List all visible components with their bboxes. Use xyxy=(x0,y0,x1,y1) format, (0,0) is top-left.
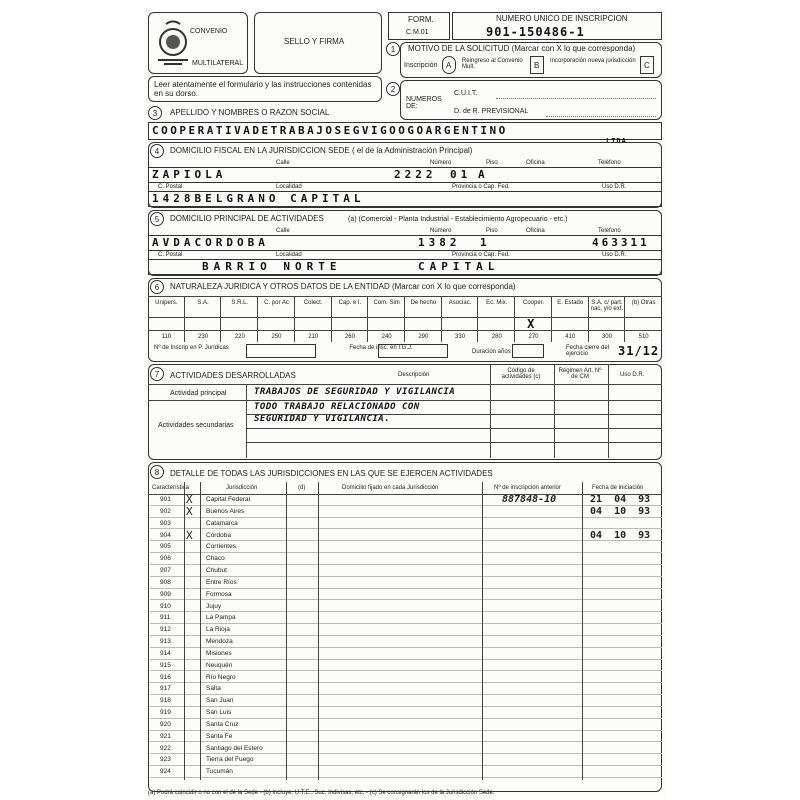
s5-provincia-value: CAPITAL xyxy=(418,260,500,273)
jurisdiction-code: 911 xyxy=(160,614,171,622)
s7-rule-a xyxy=(246,384,247,458)
s7-rule-d xyxy=(608,364,609,458)
section-2-number: 2 xyxy=(386,82,400,96)
jurisdiction-code: 915 xyxy=(160,661,171,669)
s8-col-caracteristica: Característica xyxy=(152,485,190,491)
jurisdiction-row[interactable] xyxy=(150,766,662,778)
option-a-checkbox[interactable] xyxy=(442,56,456,74)
form-code: C.M.01 xyxy=(406,29,429,36)
razon-social-suffix: LTDA xyxy=(606,137,627,145)
legal-form-label: C. por Ac xyxy=(264,300,289,306)
legal-form-col xyxy=(368,296,405,342)
jurisdiction-name: Misiones xyxy=(206,649,232,657)
s8-col-jurisdiccion: Jurisdicción xyxy=(226,485,258,491)
s6-duracion-label: Duración años xyxy=(472,349,511,355)
legal-form-label: S.A. xyxy=(197,300,209,306)
jurisdiction-name: Río Negro xyxy=(206,673,236,681)
jurisdiction-code: 904 xyxy=(160,531,171,539)
s8-rule-e xyxy=(482,482,483,780)
s5-numero-label: Número xyxy=(430,228,452,234)
jurisdiction-row[interactable] xyxy=(150,636,662,648)
s4-telefono-label: Teléfono xyxy=(598,160,621,166)
s7-line-3 xyxy=(246,442,662,443)
legal-form-label: Ec. Mix. xyxy=(486,300,508,306)
legal-form-checkbox[interactable] xyxy=(515,317,551,331)
option-b-checkbox[interactable] xyxy=(530,56,544,74)
jurisdiction-name: La Pampa xyxy=(206,614,236,622)
legal-form-label: De hecho xyxy=(410,300,437,306)
option-c-checkbox[interactable] xyxy=(640,56,654,74)
s7-line-1 xyxy=(246,414,662,415)
s7-rule-c xyxy=(554,364,555,458)
s6-inscrip-label: Nº de Inscrip en P. Jurídicas xyxy=(154,345,229,351)
jurisdiction-row[interactable] xyxy=(150,541,662,553)
jurisdiction-name: Chaco xyxy=(206,555,225,563)
section-3-number: 3 xyxy=(148,106,162,120)
legal-form-checkbox[interactable] xyxy=(405,317,441,331)
jurisdiction-code: 902 xyxy=(160,507,171,515)
legal-form-checkbox[interactable] xyxy=(368,317,404,331)
legal-form-label: Com. Sim xyxy=(373,300,400,306)
form-label: FORM. xyxy=(408,15,434,24)
legal-form-checkbox[interactable] xyxy=(625,317,661,331)
s5-calle-value: AVDACORDOBA xyxy=(152,236,269,249)
s5-uso-label: Uso D.R. xyxy=(602,252,627,258)
option-a-label: Inscripción xyxy=(404,62,438,69)
s4-cp-localidad-value: 1428BELGRANO CAPITAL xyxy=(152,192,365,205)
s6-fecha-igj-field[interactable] xyxy=(378,344,448,358)
jurisdiction-row[interactable] xyxy=(150,719,662,731)
legal-form-code: 250 xyxy=(271,334,282,340)
jurisdiction-mark: X xyxy=(186,493,193,506)
jurisdiction-row[interactable] xyxy=(150,530,662,542)
s5-localidad-label: Localidad xyxy=(276,252,302,258)
legal-form-code: 110 xyxy=(161,334,172,340)
jurisdiction-row[interactable] xyxy=(150,624,662,636)
jurisdiction-row[interactable] xyxy=(150,494,662,506)
s7-desc-label: Descripción xyxy=(398,372,430,378)
jurisdiction-mark: X xyxy=(186,504,193,518)
s7-principal-value[interactable]: TRABAJOS DE SEGURIDAD Y VIGILANCIA xyxy=(254,387,456,397)
prevision-label: D. de R. PREVISIONAL xyxy=(454,108,529,115)
option-c-code: C xyxy=(644,61,650,70)
s5-provincia-label: Provincia o Cap. Fed. xyxy=(452,252,510,258)
legal-form-code: 240 xyxy=(381,334,392,340)
jurisdiction-row[interactable] xyxy=(150,743,662,755)
s7-regimen-label: Régimen Art. Nº de CM xyxy=(558,368,602,380)
section-1-number: 1 xyxy=(386,42,400,56)
jurisdiction-code: 909 xyxy=(160,590,171,598)
legal-form-col xyxy=(148,296,185,342)
s8-col-inscripcion: Nº de inscripción anterior xyxy=(494,485,561,491)
jurisdiction-row[interactable] xyxy=(150,589,662,601)
s6-duracion-field[interactable] xyxy=(512,344,544,358)
jurisdiction-row[interactable] xyxy=(150,707,662,719)
logo-top-text: CONVENIO xyxy=(190,28,228,35)
legal-form-col xyxy=(258,296,295,342)
s6-cierre-value[interactable]: 31/12 xyxy=(618,344,660,358)
logo-bottom-text: MULTILATERAL xyxy=(192,60,244,67)
s4-localidad-label: Localidad xyxy=(276,184,302,190)
jurisdiction-row[interactable] xyxy=(150,672,662,684)
jurisdiction-name: Mendoza xyxy=(206,638,233,645)
s7-line-2 xyxy=(246,428,662,429)
jurisdiction-code: 908 xyxy=(160,578,171,586)
legal-form-col xyxy=(625,296,662,342)
jurisdiction-code: 923 xyxy=(160,756,171,764)
legal-form-label: Cooper. xyxy=(522,300,544,306)
legal-form-checkbox[interactable] xyxy=(589,317,625,331)
jurisdiction-code: 921 xyxy=(160,732,171,740)
jurisdiction-code: 919 xyxy=(160,709,171,716)
jurisdiction-name: Formosa xyxy=(206,590,232,598)
jurisdiction-name: Santa Cruz xyxy=(206,720,239,728)
jurisdiction-name: Tucumán xyxy=(206,768,233,776)
s7-codigo-label: Código de actividades (c) xyxy=(501,368,541,380)
s5-telefono-label: Teléfono xyxy=(598,228,621,234)
legal-form-label: Colect. xyxy=(303,300,323,306)
jurisdiction-code: 914 xyxy=(160,649,171,657)
legal-form-col xyxy=(185,296,222,342)
jurisdiction-row[interactable] xyxy=(150,660,662,672)
instructions-text: Leer atentamente el formulario y las instrucciones contenidas en su dorso. xyxy=(154,80,372,99)
prevision-line[interactable] xyxy=(546,116,656,117)
form-sheet xyxy=(146,10,666,798)
legal-form-label: Unipers. xyxy=(155,300,178,306)
s8-col-fecha: Fecha de iniciación xyxy=(592,485,644,491)
legal-form-col xyxy=(589,296,626,342)
jurisdiction-date: 04 10 93 xyxy=(590,505,651,517)
section-5-subtitle: (a) (Comercial - Planta Industrial - Establecimiento Agropecuario - etc.) xyxy=(348,216,568,223)
s5-calle-label: Calle xyxy=(276,228,290,234)
jurisdiction-row[interactable] xyxy=(150,695,662,707)
section-3-title: APELLIDO Y NOMBRES O RAZON SOCIAL xyxy=(170,108,330,117)
legal-form-label: E. Estado xyxy=(557,300,584,306)
s8-rule-a xyxy=(184,482,185,780)
jurisdiction-row[interactable] xyxy=(150,553,662,565)
legal-form-col xyxy=(295,296,332,342)
jurisdiction-code: 920 xyxy=(160,720,171,728)
legal-form-checkbox[interactable] xyxy=(552,317,588,331)
jurisdiction-date: 21 04 93 xyxy=(590,494,651,505)
legal-form-checkbox[interactable] xyxy=(332,317,368,331)
legal-form-checkbox[interactable] xyxy=(221,317,257,331)
inscription-label: NUMERO UNICO DE INSCRIPCION xyxy=(496,14,628,23)
jurisdiction-code: 912 xyxy=(160,626,171,634)
s8-col-d: (d) xyxy=(298,485,306,491)
jurisdiction-name: San Luis xyxy=(206,709,232,716)
s8-rule-b xyxy=(200,482,201,780)
s4-uso-label: Uso D.R. xyxy=(602,184,627,190)
s4-calle-label: Calle xyxy=(276,160,290,166)
legal-form-code: 410 xyxy=(565,334,576,340)
legal-form-col xyxy=(221,296,258,342)
section-1-title: MOTIVO DE LA SOLICITUD (Marcar con X lo que corresponda) xyxy=(408,44,636,53)
legal-form-col xyxy=(442,296,479,342)
jurisdiction-row[interactable] xyxy=(150,612,662,624)
section-8-number: 8 xyxy=(150,465,164,479)
stamp-label: SELLO Y FIRMA xyxy=(284,37,345,46)
legal-form-label: S.R.L. xyxy=(231,300,249,306)
section-7-title: ACTIVIDADES DESARROLLADAS xyxy=(170,371,296,380)
s4-piso-value: 01 xyxy=(450,168,472,181)
jurisdiction-row[interactable] xyxy=(150,683,662,695)
jurisdiction-code: 906 xyxy=(160,555,171,563)
jurisdiction-row[interactable] xyxy=(150,754,662,766)
s7-secundarias-line1[interactable]: TODO TRABAJO RELACIONADO CON xyxy=(254,402,420,412)
legal-form-checkbox[interactable] xyxy=(442,317,478,331)
legal-form-col xyxy=(478,296,515,342)
legal-form-col xyxy=(515,296,552,342)
legal-form-label: S.A. c/ part. nac. y/o ext. xyxy=(590,300,624,312)
jurisdiction-mark: X xyxy=(186,528,193,542)
jurisdiction-name: Capital Federal xyxy=(206,496,251,503)
legal-form-code: 510 xyxy=(638,334,649,340)
jurisdiction-code: 905 xyxy=(160,543,171,551)
jurisdiction-name: Santa Fe xyxy=(206,732,233,740)
section-5-number: 5 xyxy=(150,212,164,226)
jurisdiction-code: 907 xyxy=(160,567,171,574)
legal-form-code: 220 xyxy=(234,334,245,340)
s5-localidad-value: BARRIO NORTE xyxy=(202,260,342,273)
legal-form-checkbox[interactable] xyxy=(295,317,331,331)
jurisdiction-name: Tierra del Fuego xyxy=(206,756,254,764)
razon-social-value: COOPERATIVADETRABAJOSEGVIGOOGOARGENTINO xyxy=(152,124,508,137)
legal-form-code: 230 xyxy=(198,334,209,340)
legal-form-code: 290 xyxy=(418,334,429,340)
legal-form-checkbox[interactable] xyxy=(258,317,294,331)
legal-form-col xyxy=(405,296,442,342)
jurisdiction-prev: 887848-10 xyxy=(502,494,557,505)
legal-form-table xyxy=(148,296,662,342)
s6-cierre-label: Fecha cierre del ejercicio xyxy=(566,345,610,357)
cuit-line[interactable] xyxy=(496,98,656,99)
s5-cp-label: C. Postal xyxy=(158,252,183,258)
footnote: (a) Podrá coincidir o no con el de la Sede - (b) Incluye: U.T.E., Suc. Indivisas, etc. - (c) Se consignarán los de la Jurisdicción Sede. xyxy=(148,790,495,796)
section-4-title: DOMICILIO FISCAL EN LA JURISDICCION SEDE ( el de la Administración Principal) xyxy=(170,146,473,155)
jurisdiction-name: Neuquén xyxy=(206,661,233,669)
s8-rule-f xyxy=(582,482,583,780)
jurisdictions-table xyxy=(150,494,662,778)
legal-form-col xyxy=(552,296,589,342)
option-a-code: A xyxy=(446,61,452,70)
legal-form-checkbox[interactable] xyxy=(148,317,184,331)
legal-form-code: 210 xyxy=(308,334,319,340)
jurisdiction-row[interactable] xyxy=(150,506,662,518)
jurisdiction-row[interactable] xyxy=(150,731,662,743)
s7-header-rule xyxy=(148,384,662,385)
s4-oficina-label: Oficina xyxy=(526,160,545,166)
legal-form-code: 330 xyxy=(455,334,466,340)
jurisdiction-name: Buenos Aires xyxy=(206,507,245,515)
section-6-title: NATURALEZA JURIDICA Y OTROS DATOS DE LA ENTIDAD (Marcar con X lo que corresponda) xyxy=(170,282,516,291)
option-c-label: Incorporación nueva jurisdicción xyxy=(550,58,636,64)
s5-piso-label: Piso xyxy=(486,228,498,234)
s6-fecha-igj-label: Fecha de insc. en I.G.J. xyxy=(349,345,413,351)
legal-form-checkbox[interactable] xyxy=(185,317,221,331)
s5-numero-value: 1382 xyxy=(418,236,461,249)
jurisdiction-code: 913 xyxy=(160,638,171,645)
section-4-number: 4 xyxy=(150,144,164,158)
s5-telefono-value: 463311 xyxy=(592,236,650,249)
jurisdiction-code: 903 xyxy=(160,519,171,527)
legal-form-code: 260 xyxy=(344,334,355,340)
legal-form-label: (b) Otras xyxy=(631,300,656,306)
option-b-code: B xyxy=(534,61,540,70)
s4-numero-value: 2222 xyxy=(394,168,437,181)
jurisdiction-code: 916 xyxy=(160,673,171,681)
numeros-label: NUMEROS DE: xyxy=(406,96,442,110)
s4-cp-label: C. Postal xyxy=(158,184,183,190)
s5-piso-value: 1 xyxy=(480,236,488,249)
s7-secundarias-line2[interactable]: SEGURIDAD Y VIGILANCIA. xyxy=(254,414,391,424)
jurisdiction-date: 04 10 93 xyxy=(590,529,651,541)
s8-header-rule xyxy=(148,494,662,495)
legal-form-code: 280 xyxy=(491,334,502,340)
jurisdiction-name: Santiago del Estero xyxy=(206,744,263,752)
s7-principal-label: Actividad principal xyxy=(170,390,227,397)
jurisdiction-name: Jujuy xyxy=(206,602,222,610)
section-6-number: 6 xyxy=(150,280,164,294)
s4-oficina-value: A xyxy=(478,168,486,181)
s7-rule-b xyxy=(490,364,491,458)
jurisdiction-row[interactable] xyxy=(150,565,662,577)
jurisdiction-code: 922 xyxy=(160,744,171,752)
jurisdiction-name: Catamarca xyxy=(206,519,238,527)
legal-form-mark: X xyxy=(527,317,536,331)
jurisdiction-name: Corrientes xyxy=(206,543,236,551)
legal-form-code: 270 xyxy=(528,334,539,340)
jurisdiction-code: 924 xyxy=(160,768,171,776)
section-7-number: 7 xyxy=(150,367,164,381)
jurisdiction-name: La Rioja xyxy=(206,626,230,634)
s7-principal-rule xyxy=(148,400,662,401)
legal-form-label: Cap. e I. xyxy=(338,300,362,306)
s4-calle-value: ZAPIOLA xyxy=(152,168,227,181)
s4-provincia-label: Provincia o Cap. Fed. xyxy=(452,184,510,190)
section-5-title: DOMICILIO PRINCIPAL DE ACTIVIDADES xyxy=(170,214,324,223)
convenio-logo-icon xyxy=(154,20,192,66)
s8-rule-d xyxy=(318,482,319,780)
legal-form-code: 300 xyxy=(601,334,612,340)
jurisdiction-row[interactable] xyxy=(150,518,662,530)
option-b-label: Reingreso al Convenio Mult. xyxy=(462,58,523,70)
s8-col-domicilio: Domicilio fijado en cada Jurisdicción xyxy=(342,485,439,491)
jurisdiction-name: Salta xyxy=(206,685,221,693)
legal-form-label: Asociac. xyxy=(448,300,472,306)
s4-numero-label: Número xyxy=(430,160,452,166)
section-8-title: DETALLE DE TODAS LAS JURISDICCIONES EN LAS QUE SE EJERCEN ACTIVIDADES xyxy=(170,469,493,478)
jurisdiction-code: 917 xyxy=(160,685,171,693)
jurisdiction-code: 918 xyxy=(160,697,171,705)
jurisdiction-code: 901 xyxy=(160,496,171,503)
jurisdiction-row[interactable] xyxy=(150,648,662,660)
jurisdiction-row[interactable] xyxy=(150,577,662,589)
s5-oficina-label: Oficina xyxy=(526,228,545,234)
s7-secundarias-label: Actividades secundarias xyxy=(158,422,234,429)
jurisdiction-name: Entre Ríos xyxy=(206,578,237,586)
inscription-value[interactable]: 901-150486-1 xyxy=(486,25,585,39)
jurisdiction-name: San Juan xyxy=(206,697,234,705)
cuit-label: C.U.I.T. xyxy=(454,90,478,97)
jurisdiction-name: Chubut xyxy=(206,567,227,574)
s6-inscrip-field[interactable] xyxy=(246,344,316,358)
legal-form-checkbox[interactable] xyxy=(478,317,514,331)
s7-uso-label: Uso D.R. xyxy=(620,372,645,378)
s4-piso-label: Piso xyxy=(486,160,498,166)
legal-form-col xyxy=(332,296,369,342)
jurisdiction-row[interactable] xyxy=(150,601,662,613)
s8-rule-c xyxy=(286,482,287,780)
jurisdiction-name: Córdoba xyxy=(206,531,231,539)
jurisdiction-code: 910 xyxy=(160,602,171,610)
